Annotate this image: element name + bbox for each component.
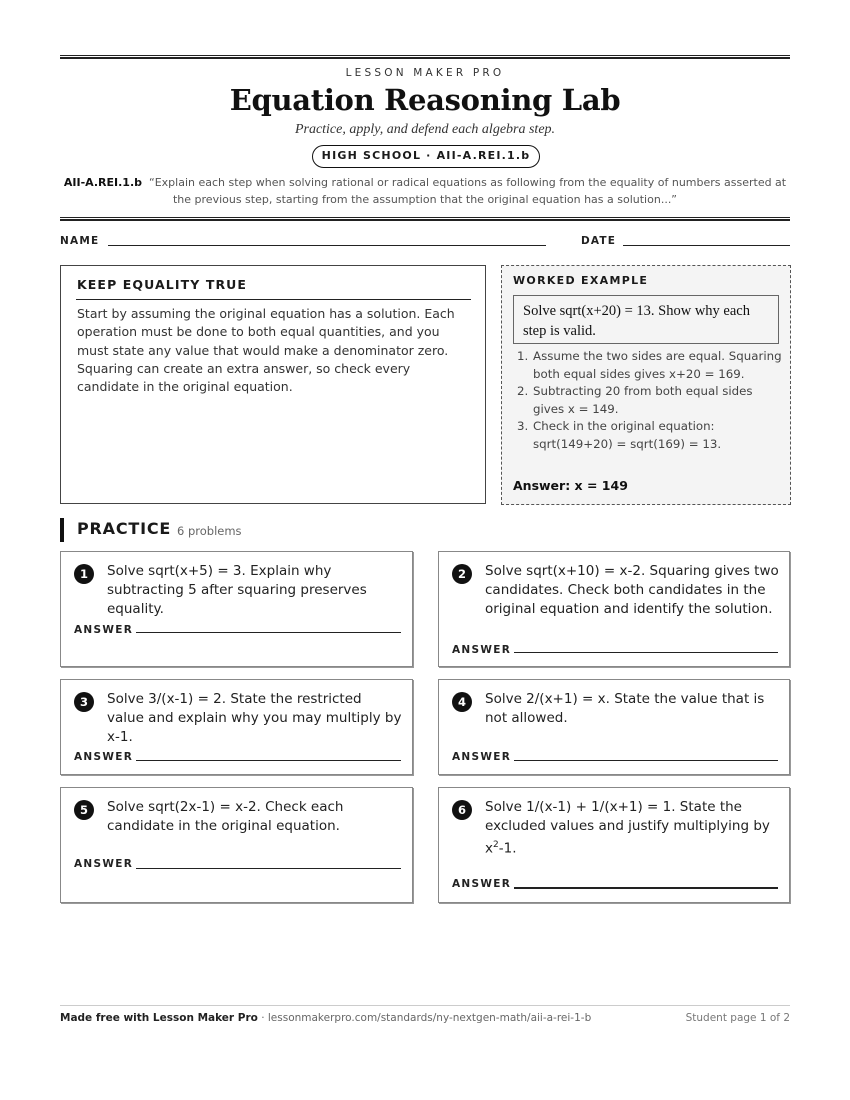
practice-accent-bar	[60, 518, 64, 542]
answer-line[interactable]	[514, 887, 778, 889]
answer-line[interactable]	[136, 632, 401, 633]
standard-text: “Explain each step when solving rational or radical equations as following from the equality of numbers asserted at the previous step, starting from the assumption that the original equation has a solution...”	[149, 176, 787, 206]
problem-number-badge: 5	[74, 800, 94, 820]
answer-label: ANSWER	[74, 624, 134, 636]
answer-line[interactable]	[136, 760, 401, 761]
step-number: 3.	[517, 419, 529, 433]
problem-text-part: -1.	[498, 840, 517, 857]
step-text: Check in the original equation: sqrt(149+20) = sqrt(169) = 13.	[533, 419, 722, 451]
problem-text	[485, 798, 779, 859]
name-label: NAME	[60, 235, 100, 247]
date-label: DATE	[581, 235, 617, 247]
name-field[interactable]	[108, 245, 546, 246]
answer-label: ANSWER	[452, 751, 512, 763]
problem-card-5	[60, 787, 413, 903]
footer-url[interactable]: lessonmakerpro.com/standards/ny-nextgen-math/aii-a-rei-1-b	[267, 1012, 592, 1024]
answer-label: ANSWER	[74, 858, 134, 870]
answer-label: ANSWER	[74, 751, 134, 763]
footer-made-with: Made free with Lesson Maker Pro	[60, 1012, 258, 1024]
problem-text: Solve sqrt(x+5) = 3. Explain why subtracting 5 after squaring preserves equality.	[107, 563, 367, 617]
keep-equality-body: Start by assuming the original equation has a solution. Each operation must be done to both equal quantities, and you must state any value that would make a denominator zero. Squaring can create an extra answer, so check every candidate in the original equation.	[77, 306, 455, 395]
step-number: 2.	[517, 384, 529, 398]
problem-number-badge: 1	[74, 564, 94, 584]
problem-text: Solve sqrt(x+10) = x-2. Squaring gives two candidates. Check both candidates in the original equation and identify the solution.	[485, 563, 779, 617]
worked-example-heading: WORKED EXAMPLE	[513, 274, 649, 287]
footer-credit	[60, 1012, 591, 1024]
practice-count: 6 problems	[177, 524, 242, 538]
problem-number-badge: 4	[452, 692, 472, 712]
date-field[interactable]	[623, 245, 790, 246]
worked-example-answer: Answer: x = 149	[513, 478, 628, 493]
answer-label: ANSWER	[452, 878, 512, 890]
exponent: 2	[493, 840, 499, 850]
keep-divider	[76, 299, 471, 300]
problem-text: Solve sqrt(2x-1) = x-2. Check each candidate in the original equation.	[107, 799, 344, 834]
problem-card-1	[60, 551, 413, 667]
answer-line[interactable]	[514, 652, 778, 653]
step-text: Assume the two sides are equal. Squaring both equal sides gives x+20 = 169.	[533, 349, 782, 381]
header-double-rule	[60, 217, 790, 221]
standard-statement	[62, 174, 788, 208]
problem-text-part: Solve 1/(x-1) + 1/(x+1) = 1. State the excluded values and justify multiplying by x	[485, 799, 770, 857]
problem-card-3	[60, 679, 413, 775]
keep-equality-heading: KEEP EQUALITY TRUE	[77, 277, 248, 292]
footer-page-number: Student page 1 of 2	[685, 1012, 790, 1024]
answer-line[interactable]	[514, 760, 778, 761]
problem-number-badge: 6	[452, 800, 472, 820]
answer-line[interactable]	[136, 868, 401, 869]
problem-card-6	[438, 787, 790, 903]
step-number: 1.	[517, 349, 529, 363]
keep-equality-box	[60, 265, 486, 504]
answer-label: ANSWER	[452, 644, 512, 656]
footer-divider	[60, 1005, 790, 1006]
brand-name: LESSON MAKER PRO	[345, 67, 505, 79]
problem-text: Solve 3/(x-1) = 2. State the restricted value and explain why you may multiply by x-1.	[107, 691, 402, 745]
problem-number-badge: 2	[452, 564, 472, 584]
worked-step	[517, 348, 782, 383]
worked-example-steps	[517, 348, 782, 453]
footer-separator: ·	[257, 1012, 268, 1024]
standard-code: AII-A.REI.1.b	[63, 176, 142, 189]
page-subtitle: Practice, apply, and defend each algebra step.	[294, 122, 556, 137]
problem-card-2	[438, 551, 790, 667]
step-text: Subtracting 20 from both equal sides gives x = 149.	[533, 384, 753, 416]
problem-number-badge: 3	[74, 692, 94, 712]
page-title: Equation Reasoning Lab	[229, 83, 621, 117]
worked-step	[517, 418, 782, 453]
problem-card-4	[438, 679, 790, 775]
practice-heading: PRACTICE	[77, 519, 172, 538]
worked-example-box	[501, 265, 791, 505]
worked-step	[517, 383, 782, 418]
worked-example-prompt: Solve sqrt(x+20) = 13. Show why each step is valid.	[513, 295, 779, 344]
level-badge: HIGH SCHOOL · AII-A.REI.1.b	[312, 145, 540, 168]
problem-text: Solve 2/(x+1) = x. State the value that is not allowed.	[485, 691, 765, 726]
top-double-rule	[60, 55, 790, 59]
